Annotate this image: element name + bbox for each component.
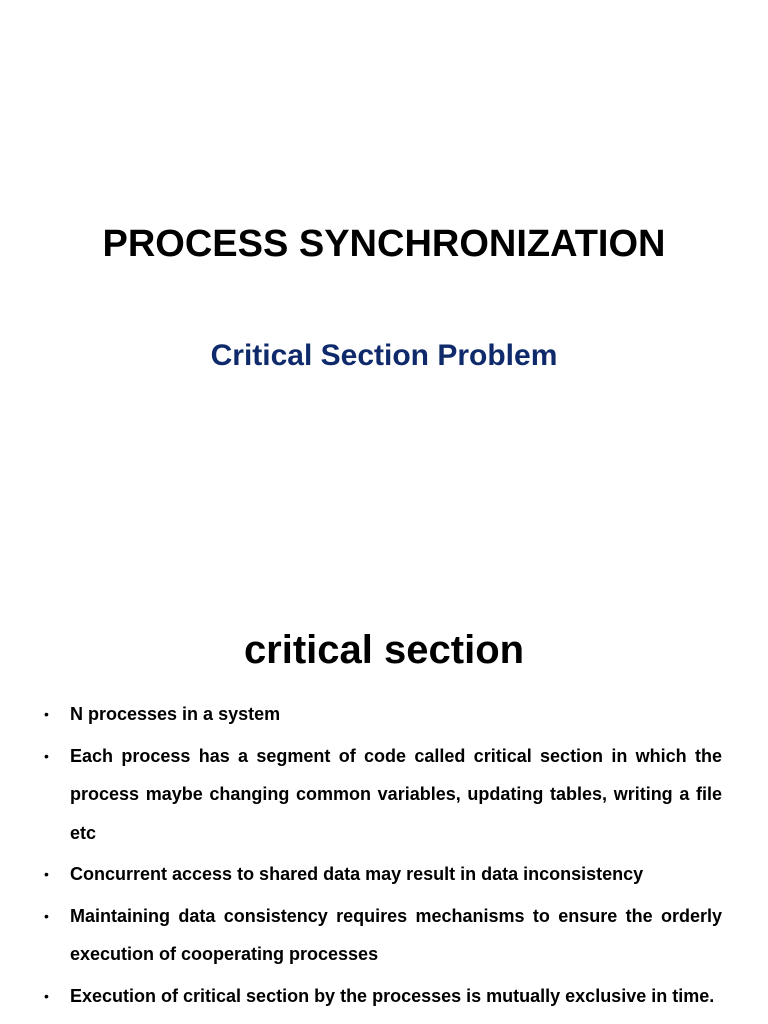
bullet-text: N processes in a system xyxy=(70,704,281,724)
bullet-icon: • xyxy=(44,747,49,764)
bullet-text: Maintaining data consistency requires mechanisms to ensure the orderly execution of cooperating processes xyxy=(70,905,722,964)
bullet-icon: • xyxy=(44,866,49,882)
bullet-list xyxy=(44,695,722,1018)
bullet-text: Each process has a segment of code called critical section in which the process maybe changing common variables, updating tables, writing a file etc xyxy=(70,745,722,843)
bullet-item xyxy=(44,737,722,853)
bullet-item xyxy=(44,897,722,974)
bullet-item xyxy=(44,855,722,894)
bullet-item xyxy=(44,695,722,734)
bullet-text: Concurrent access to shared data may result in data inconsistency xyxy=(70,864,644,884)
section-heading: critical section xyxy=(243,628,525,672)
slide-subtitle: Critical Section Problem xyxy=(210,339,558,372)
bullet-text: Execution of critical section by the processes is mutually exclusive in time. xyxy=(70,985,715,1006)
bullet-item xyxy=(44,977,722,1016)
bullet-icon: • xyxy=(44,907,49,924)
bullet-icon: • xyxy=(44,706,49,722)
bullet-icon: • xyxy=(44,987,49,1004)
slide-title: PROCESS SYNCHRONIZATION xyxy=(102,223,666,265)
